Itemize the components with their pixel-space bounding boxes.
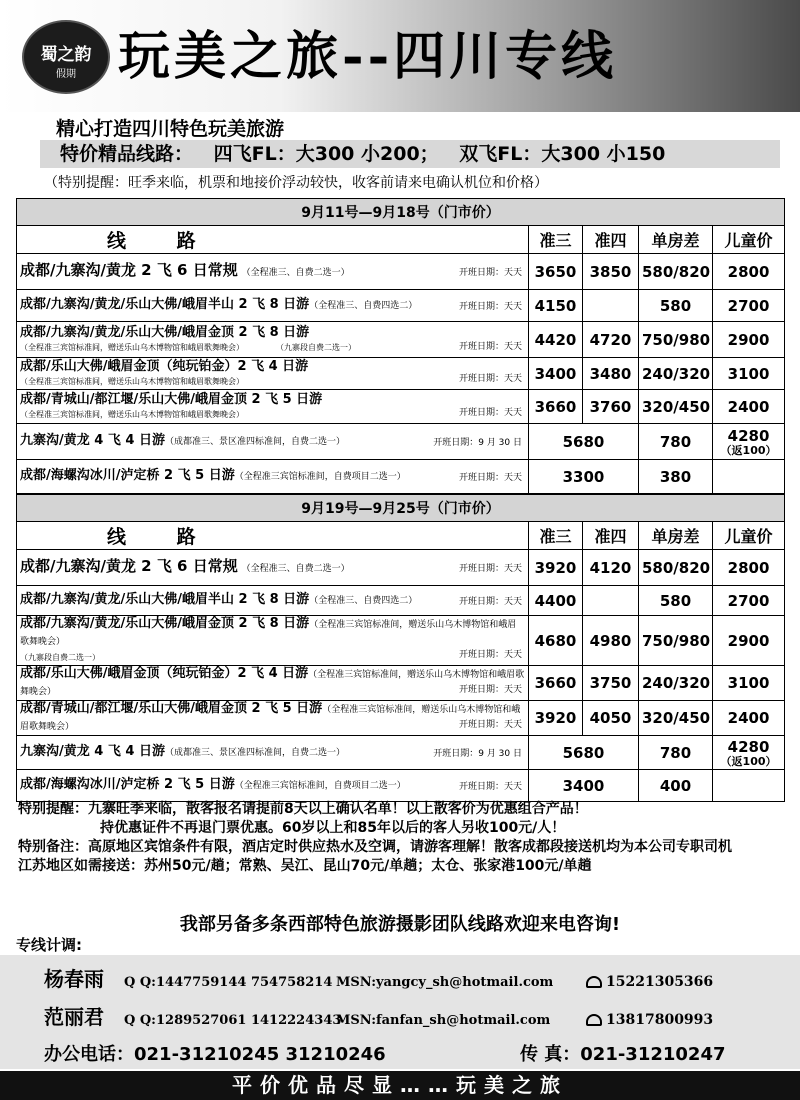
route-cell: 成都/九寨沟/黄龙 2 飞 6 日常规 （全程准三、自费二选一） 开班日期：天天 (17, 550, 529, 586)
package-price: 3300 (529, 460, 639, 494)
child-price: 2800 (713, 550, 785, 586)
table-row (17, 322, 785, 358)
special-price-bar (40, 140, 780, 168)
contact-row (44, 963, 713, 992)
single-supplement: 780 (639, 736, 713, 770)
col-single-supplement: 单房差 (639, 226, 713, 254)
contact-msn[interactable]: MSN:fanfan_sh@hotmail.com (336, 1013, 551, 1028)
price-3star: 3920 (529, 550, 583, 586)
route-cell: 成都/乐山大佛/峨眉金顶（纯玩铂金）2 飞 4 日游（全程准三宾馆标准间，赠送乐山乌木博物馆和峨眉歌舞晚会） 开班日期：天天 (17, 666, 529, 701)
route-cell: 成都/九寨沟/黄龙 2 飞 6 日常规 （全程准三、自费二选一） 开班日期：天天 (17, 254, 529, 290)
child-price: 4280 （返100） (713, 424, 785, 460)
package-price: 5680 (529, 736, 639, 770)
child-price: 2900 (713, 322, 785, 358)
single-supplement: 320/450 (639, 701, 713, 736)
phone-icon (586, 976, 602, 988)
single-supplement: 750/980 (639, 616, 713, 666)
table-row (17, 390, 785, 424)
route-cell: 成都/九寨沟/黄龙/乐山大佛/峨眉金顶 2 飞 8 日游（全程准三宾馆标准间，赠送乐山乌木博物馆和峨眉歌舞晚会） （九寨段自费二选一） 开班日期：天天 (17, 616, 529, 666)
remarks-section (18, 800, 788, 876)
table-row (17, 666, 785, 701)
single-supplement: 780 (639, 424, 713, 460)
package-price: 3400 (529, 770, 639, 802)
route-cell: 成都/九寨沟/黄龙/乐山大佛/峨眉金顶 2 飞 8 日游 （全程准三宾馆标准间，赠送乐山乌木博物馆和峨眉歌舞晚会） （九寨段自费二选一） 开班日期：天天 (17, 322, 529, 358)
price-notice: （特别提醒：旺季来临，机票和地接价浮动较快，收客前请来电确认机位和价格） (44, 175, 548, 191)
period1-title: 9月11号—9月18号（门市价） (17, 199, 785, 226)
contact-qq: Q Q:1447759144 754758214 (124, 975, 333, 990)
col-3star: 准三 (529, 226, 583, 254)
route-table-period2 (16, 494, 785, 802)
single-supplement: 750/980 (639, 322, 713, 358)
table-row (17, 770, 785, 802)
child-price: 2900 (713, 616, 785, 666)
child-price: 2800 (713, 254, 785, 290)
table-row (17, 616, 785, 666)
price-3star: 4400 (529, 586, 583, 616)
child-price (713, 460, 785, 494)
child-rebate: （返100） (720, 755, 777, 768)
route-cell: 成都/九寨沟/黄龙/乐山大佛/峨眉半山 2 飞 8 日游（全程准三、自费四选二） 开班日期：天天 (17, 586, 529, 616)
remark1-label: 特别提醒： (18, 801, 88, 817)
package-price: 5680 (529, 424, 639, 460)
brand-logo (22, 20, 110, 94)
header-banner (0, 0, 800, 112)
col-route: 线 路 (17, 522, 529, 550)
col-child-price: 儿童价 (713, 226, 785, 254)
contact-row (44, 1001, 713, 1030)
route-cell: 成都/海螺沟冰川/泸定桥 2 飞 5 日游（全程准三宾馆标准间，自费项目二选一） 开班日期：天天 (17, 770, 529, 802)
price-4star: 4720 (583, 322, 639, 358)
price-3star: 3650 (529, 254, 583, 290)
single-supplement: 240/320 (639, 358, 713, 390)
child-rebate: （返100） (720, 444, 777, 457)
price-3star: 4420 (529, 322, 583, 358)
price-4star: 3760 (583, 390, 639, 424)
price-3star: 3920 (529, 701, 583, 736)
price-four-flight: 四飞FL：大300 小200； (213, 143, 439, 165)
remark3-text: 江苏地区如需接送：苏州50元/趟；常熟、吴江、昆山70元/单趟；太仓、张家港100元/单趟 (18, 858, 592, 874)
phone-icon (586, 1014, 602, 1026)
child-price (713, 770, 785, 802)
logo-main: 蜀之韵 (40, 45, 92, 65)
single-supplement: 580 (639, 586, 713, 616)
single-supplement: 240/320 (639, 666, 713, 701)
price-4star: 3850 (583, 254, 639, 290)
single-supplement: 580/820 (639, 550, 713, 586)
remark2-label: 特别备注： (18, 839, 88, 855)
col-child-price: 儿童价 (713, 522, 785, 550)
contact-name: 范丽君 (44, 1005, 104, 1029)
table-row (17, 736, 785, 770)
price-two-flight: 双飞FL：大300 小150 (459, 143, 666, 165)
price-4star: 4120 (583, 550, 639, 586)
table-row (17, 254, 785, 290)
route-cell: 九寨沟/黄龙 4 飞 4 日游（成都准三、景区准四标准间，自费二选一） 开班日期：9 月 30 日 (17, 736, 529, 770)
price-4star: 4050 (583, 701, 639, 736)
child-price: 4280 （返100） (713, 736, 785, 770)
col-4star: 准四 (583, 226, 639, 254)
price-3star: 4150 (529, 290, 583, 322)
table-row (17, 358, 785, 390)
price-4star: 4980 (583, 616, 639, 666)
col-route: 线 路 (17, 226, 529, 254)
col-single-supplement: 单房差 (639, 522, 713, 550)
contact-phone[interactable]: 15221305366 (606, 974, 714, 990)
office-phone[interactable]: 办公电话：021-31210245 31210246 (44, 1044, 386, 1065)
route-cell: 成都/九寨沟/黄龙/乐山大佛/峨眉半山 2 飞 8 日游（全程准三、自费四选二） 开班日期：天天 (17, 290, 529, 322)
col-4star: 准四 (583, 522, 639, 550)
remark1-cont: 持优惠证件不再退门票优惠。60岁以上和85年以后的客人另收100元/人！ (100, 820, 566, 836)
route-cell: 成都/青城山/都江堰/乐山大佛/峨眉金顶 2 飞 5 日游 （全程准三宾馆标准间，赠送乐山乌木博物馆和峨眉歌舞晚会） 开班日期：天天 (17, 390, 529, 424)
single-supplement: 320/450 (639, 390, 713, 424)
price-4star (583, 586, 639, 616)
route-cell: 成都/乐山大佛/峨眉金顶（纯玩铂金）2 飞 4 日游 （全程准三宾馆标准间，赠送乐山乌木博物馆和峨眉歌舞晚会） 开班日期：天天 (17, 358, 529, 390)
route-cell: 九寨沟/黄龙 4 飞 4 日游（成都准三、景区准四标准间，自费二选一） 开班日期：9 月 30 日 (17, 424, 529, 460)
page-title: 玩美之旅--四川专线 (118, 26, 618, 87)
page-subtitle: 精心打造四川特色玩美旅游 (56, 118, 285, 140)
price-3star: 3660 (529, 666, 583, 701)
price-4star: 3480 (583, 358, 639, 390)
contact-msn[interactable]: MSN:yangcy_sh@hotmail.com (336, 975, 554, 990)
table-row (17, 460, 785, 494)
single-supplement: 580/820 (639, 254, 713, 290)
more-routes-banner: 我部另备多条西部特色旅游摄影团队线路欢迎来电咨询! (179, 914, 621, 935)
route-table-period1 (16, 198, 785, 494)
table-row (17, 586, 785, 616)
price-4star (583, 290, 639, 322)
table-row (17, 290, 785, 322)
route-cell: 成都/青城山/都江堰/乐山大佛/峨眉金顶 2 飞 5 日游（全程准三宾馆标准间，赠送乐山乌木博物馆和峨眉歌舞晚会） 开班日期：天天 (17, 701, 529, 736)
table-row (17, 424, 785, 460)
contact-phone[interactable]: 13817800993 (606, 1012, 714, 1028)
child-price: 3100 (713, 358, 785, 390)
child-price: 2400 (713, 701, 785, 736)
child-price: 3100 (713, 666, 785, 701)
price-label: 特价精品线路： (60, 143, 194, 165)
contact-qq: Q Q:1289527061 1412224343 (124, 1013, 342, 1028)
child-price: 2400 (713, 390, 785, 424)
contact-name: 杨春雨 (44, 967, 104, 991)
remark2-text: 高原地区宾馆条件有限，酒店定时供应热水及空调，请游客理解！散客成都段接送机均为本公司专职司机 (88, 839, 732, 855)
price-3star: 4680 (529, 616, 583, 666)
table-row (17, 701, 785, 736)
child-price: 2700 (713, 586, 785, 616)
price-3star: 3660 (529, 390, 583, 424)
price-3star: 3400 (529, 358, 583, 390)
footer-slogan: 平价优品尽显……玩美之旅 (0, 1071, 800, 1100)
col-3star: 准三 (529, 522, 583, 550)
logo-sub: 假期 (56, 69, 76, 80)
contact-label: 专线计调: (16, 936, 82, 954)
remark1-text: 九寨旺季来临，散客报名请提前8天以上确认名单！以上散客价为优惠组合产品！ (88, 801, 588, 817)
price-4star: 3750 (583, 666, 639, 701)
route-cell: 成都/海螺沟冰川/泸定桥 2 飞 5 日游（全程准三宾馆标准间，自费项目二选一） 开班日期：天天 (17, 460, 529, 494)
single-supplement: 400 (639, 770, 713, 802)
period2-title: 9月19号—9月25号（门市价） (17, 495, 785, 522)
child-price: 2700 (713, 290, 785, 322)
fax-number: 传 真：021-31210247 (520, 1044, 726, 1065)
single-supplement: 580 (639, 290, 713, 322)
table-row (17, 550, 785, 586)
single-supplement: 380 (639, 460, 713, 494)
